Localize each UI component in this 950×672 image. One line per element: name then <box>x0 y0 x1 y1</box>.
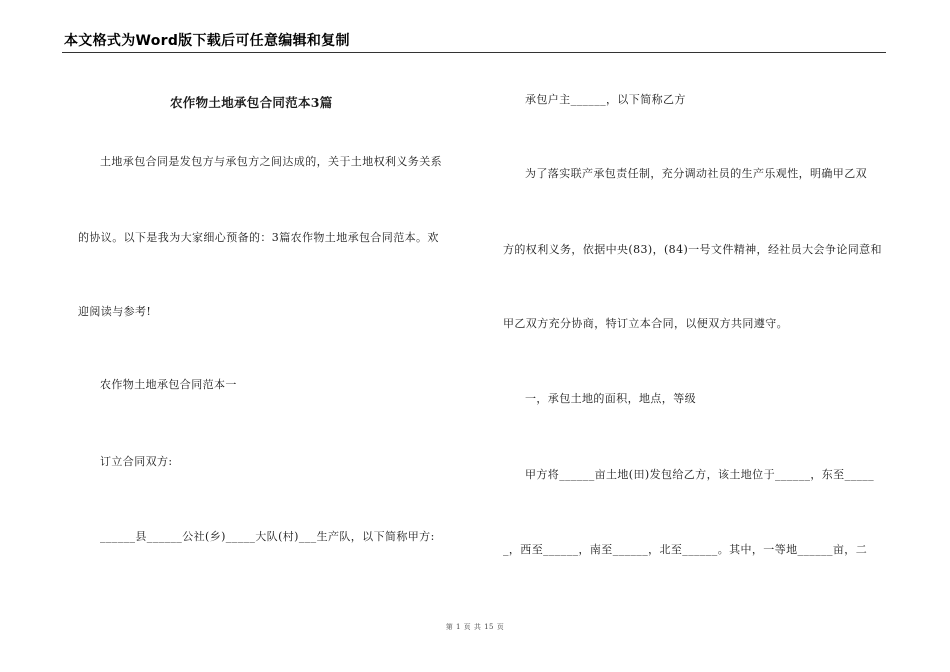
left-line-2: 的协议。以下是我为大家细心预备的：3篇农作物土地承包合同范本。欢 <box>78 231 439 244</box>
header-banner: 本文格式为Word版下载后可任意编辑和复制 <box>64 33 350 49</box>
document-header <box>64 30 886 50</box>
left-line-3: 迎阅读与参考! <box>78 305 152 318</box>
right-line-4: 甲乙双方充分协商，特订立本合同，以便双方共同遵守。 <box>503 317 788 330</box>
page-number-footer: 第 1 页 共 15 页 <box>445 623 505 631</box>
right-line-3: 方的权利义务，依据中央(83)，(84)一号文件精神，经社员大会争论同意和 <box>503 243 882 256</box>
right-line-2: 为了落实联产承包责任制，充分调动社员的生产乐观性，明确甲乙双 <box>525 167 867 180</box>
right-line-5: 一，承包土地的面积，地点，等级 <box>525 392 696 405</box>
left-line-6: ______县______公社(乡)_____大队(村)___生产队，以下简称甲方: <box>100 530 435 543</box>
right-line-1: 承包户主______，以下简称乙方 <box>525 93 686 106</box>
left-line-5: 订立合同双方: <box>100 455 173 468</box>
right-line-7: _，西至______，南至______，北至______。其中，一等地______亩，二 <box>503 543 868 556</box>
header-rule <box>62 52 886 53</box>
left-line-1: 土地承包合同是发包方与承包方之间达成的，关于土地权利义务关系 <box>100 155 442 168</box>
section-heading-1: 农作物土地承包合同范本一 <box>100 378 237 391</box>
right-line-6: 甲方将______亩土地(田)发包给乙方，该土地位于______，东至_____ <box>525 468 875 481</box>
document-title: 农作物土地承包合同范本3篇 <box>170 95 333 110</box>
